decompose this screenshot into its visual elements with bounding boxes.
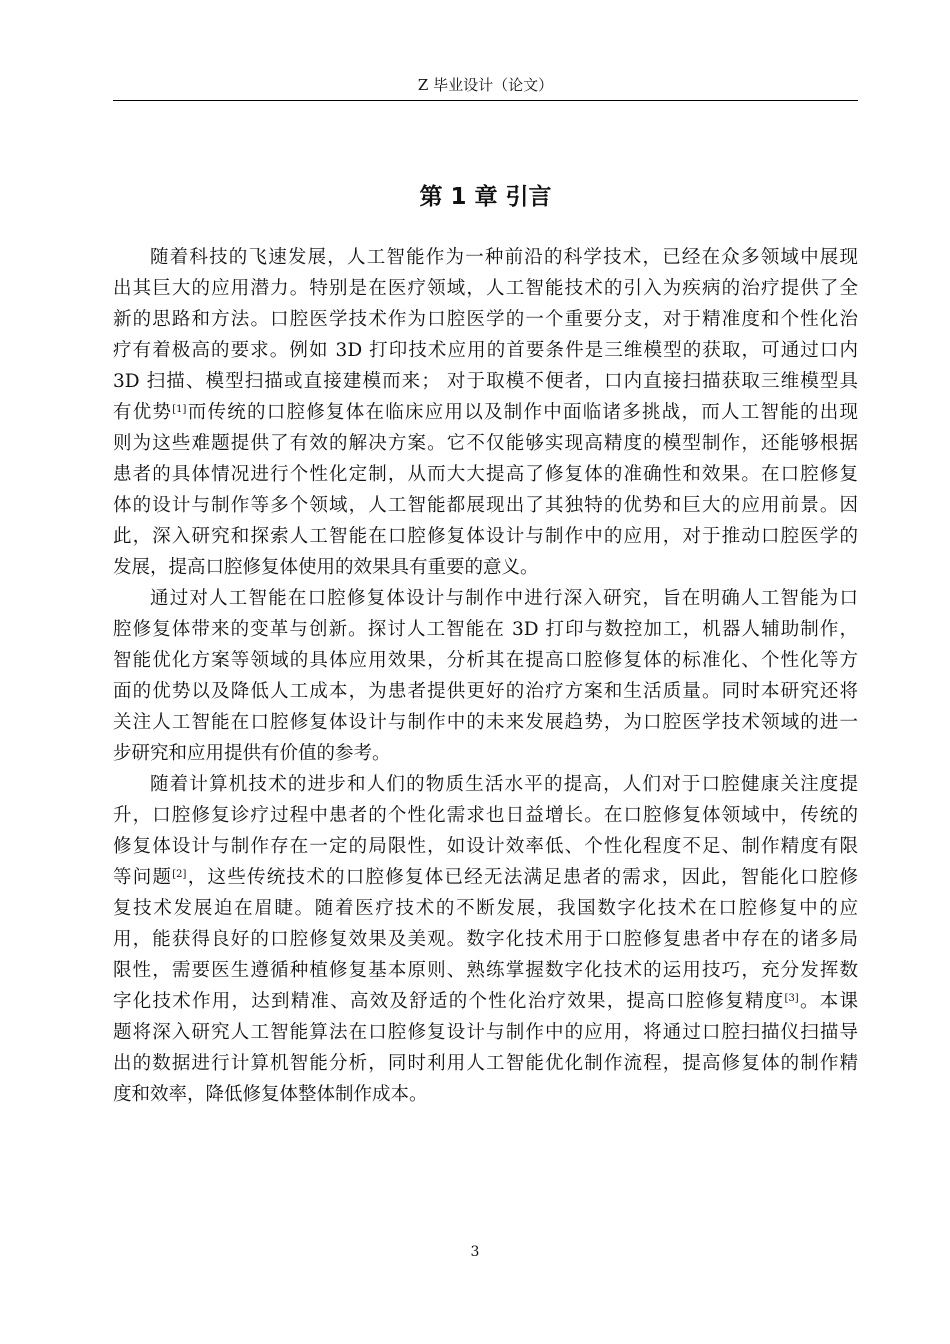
text-line: 修复体设计与制作存在一定的局限性，如设计效率低、个性化程度不足、制作精度有限 <box>113 836 858 857</box>
text-line: 发展，提高口腔修复体使用的效果具有重要的意义。 <box>113 557 539 578</box>
text-line: 限性，需要医生遵循种植修复基本原则、熟练掌握数字化技术的运用技巧，充分发挥数 <box>113 960 858 981</box>
text-line: 度和效率，降低修复体整体制作成本。 <box>113 1084 428 1105</box>
paragraph <box>113 583 858 769</box>
text-line: 关注人工智能在口腔修复体设计与制作中的未来发展趋势，为口腔医学技术领域的进一 <box>113 712 858 733</box>
text-line: 题将深入研究人工智能算法在口腔修复设计与制作中的应用，将通过口腔扫描仪扫描导 <box>113 1022 858 1043</box>
text-line <box>113 397 858 428</box>
citation-ref[interactable]: [3] <box>784 993 799 1004</box>
chapter-title: 第 1 章 引言 <box>419 184 552 210</box>
text-line: 出的数据进行计算机智能分析，同时利用人工智能优化制作流程，提高修复体的制作精 <box>113 1053 858 1074</box>
text-line <box>113 862 858 893</box>
text-line: 面的优势以及降低人工成本，为患者提供更好的治疗方案和生活质量。同时本研究还将 <box>113 681 858 702</box>
text-line: 患者的具体情况进行个性化定制，从而大大提高了修复体的准确性和效果。在口腔修复 <box>113 464 858 485</box>
text-span: ，这些传统技术的口腔修复体已经无法满足患者的需求，因此，智能化口腔修 <box>186 867 858 888</box>
text-line: 新的思路和方法。口腔医学技术作为口腔医学的一个重要分支，对于精准度和个性化治 <box>113 309 858 330</box>
text-line: 疗有着极高的要求。例如 3D 打印技术应用的首要条件是三维模型的获取，可通过口内 <box>113 340 858 361</box>
text-line: 步研究和应用提供有价值的参考。 <box>113 743 391 764</box>
text-span: 而传统的口腔修复体在临床应用以及制作中面临诸多挑战，而人工智能的出现 <box>186 402 858 423</box>
page-header: Z 毕业设计（论文） <box>417 76 554 94</box>
header-rule <box>113 100 858 101</box>
text-line: 出其巨大的应用潜力。特别是在医疗领域，人工智能技术的引入为疾病的治疗提供了全 <box>113 278 858 299</box>
text-line: 3D 扫描、模型扫描或直接建模而来； 对于取模不便者，口内直接扫描获取三维模型具 <box>113 371 858 392</box>
text-span: 字化技术作用，达到精准、高效及舒适的个性化治疗效果，提高口腔修复精度 <box>113 991 785 1012</box>
text-line: 智能优化方案等领域的具体应用效果，分析其在提高口腔修复体的标准化、个性化等方 <box>113 650 858 671</box>
text-line: 随着科技的飞速发展，人工智能作为一种前沿的科学技术，已经在众多领域中展现 <box>150 247 858 268</box>
text-line: 随着计算机技术的进步和人们的物质生活水平的提高，人们对于口腔健康关注度提 <box>150 774 858 795</box>
text-span: 有优势 <box>113 402 173 423</box>
citation-ref[interactable]: [2] <box>172 869 187 880</box>
text-line: 复技术发展迫在眉睫。随着医疗技术的不断发展，我国数字化技术在口腔修复中的应 <box>113 898 858 919</box>
citation-ref[interactable]: [1] <box>172 404 187 415</box>
text-line: 体的设计与制作等多个领域，人工智能都展现出了其独特的优势和巨大的应用前景。因 <box>113 495 858 516</box>
body-text <box>113 242 858 1110</box>
paragraph <box>113 769 858 1110</box>
text-line: 此，深入研究和探索人工智能在口腔修复体设计与制作中的应用，对于推动口腔医学的 <box>113 526 858 547</box>
text-line: 腔修复体带来的变革与创新。探讨人工智能在 3D 打印与数控加工，机器人辅助制作， <box>113 619 858 640</box>
text-line: 则为这些难题提供了有效的解决方案。它不仅能够实现高精度的模型制作，还能够根据 <box>113 433 858 454</box>
text-line: 用，能获得良好的口腔修复效果及美观。数字化技术用于口腔修复患者中存在的诸多局 <box>113 929 858 950</box>
text-line <box>113 986 858 1017</box>
text-span: 等问题 <box>113 867 173 888</box>
paragraph <box>113 242 858 583</box>
text-line: 升，口腔修复诊疗过程中患者的个性化需求也日益增长。在口腔修复体领域中，传统的 <box>113 805 858 826</box>
text-span: 。本课 <box>798 991 858 1012</box>
text-line: 通过对人工智能在口腔修复体设计与制作中进行深入研究，旨在明确人工智能为口 <box>150 588 858 609</box>
page-number: 3 <box>470 1244 480 1260</box>
